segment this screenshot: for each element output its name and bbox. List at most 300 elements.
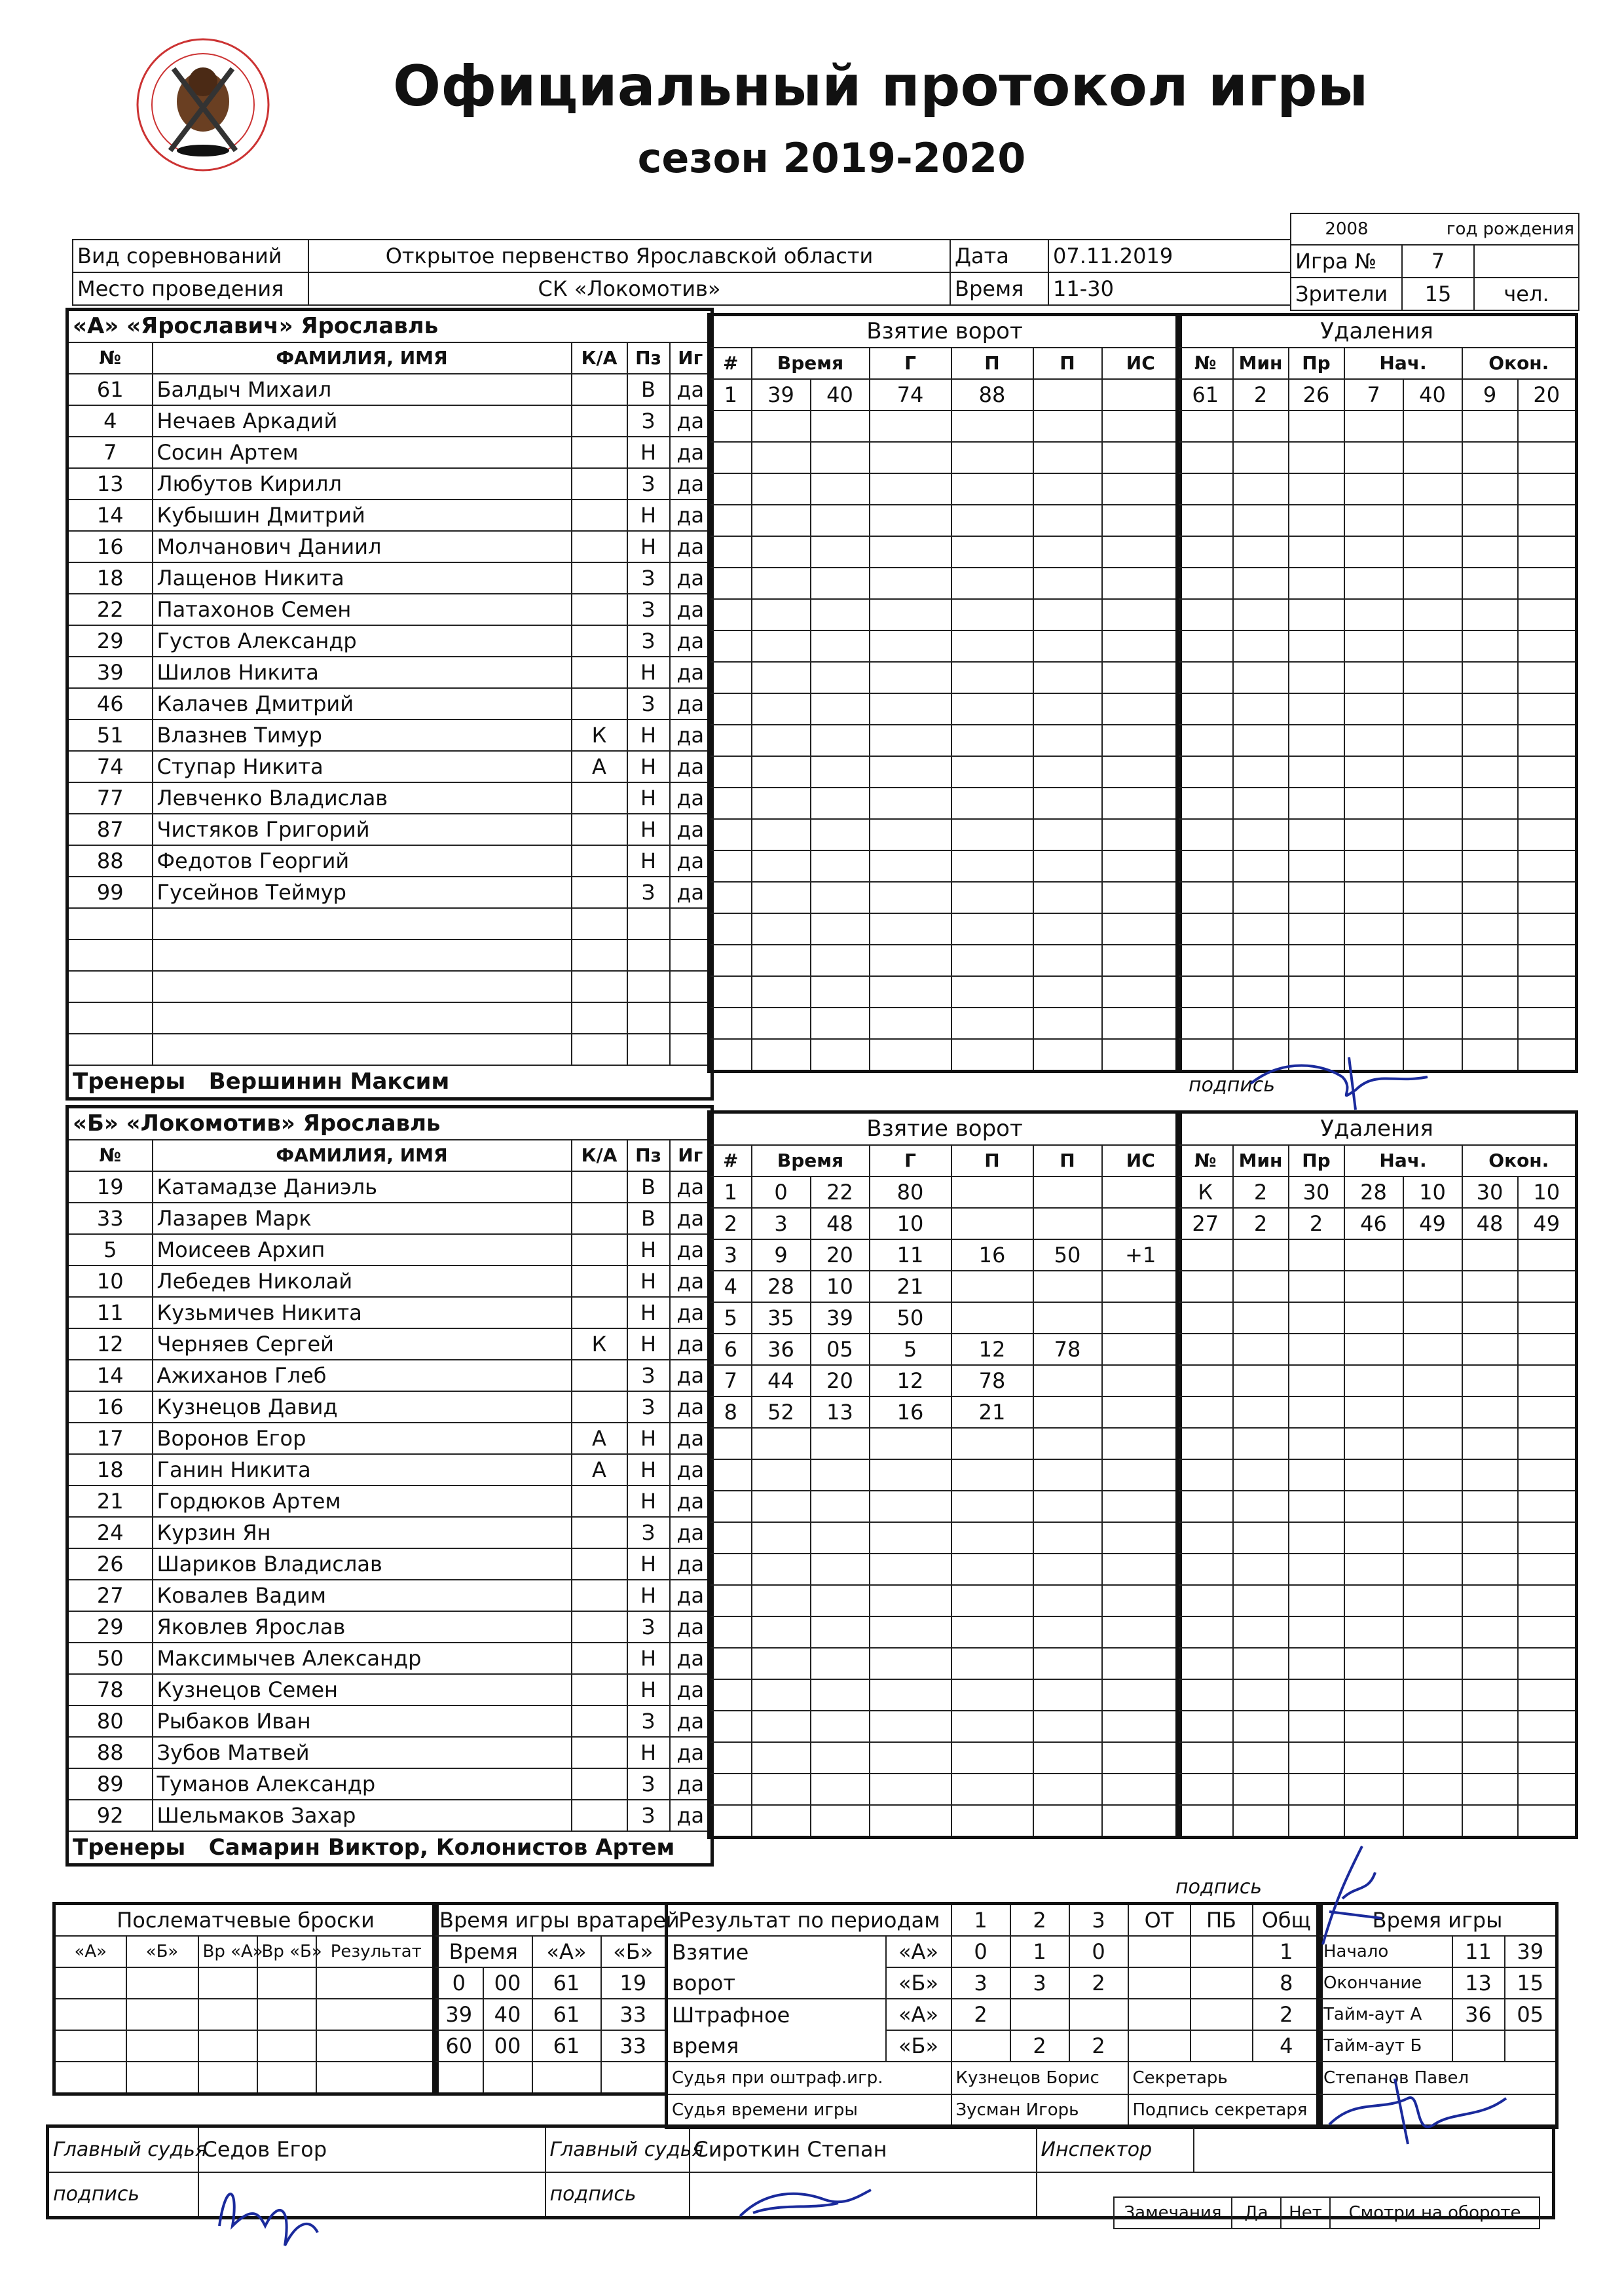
team-b-coaches-row: [67, 1831, 712, 1865]
player-played: да: [670, 1768, 712, 1800]
penalty-row: [1177, 379, 1577, 410]
goal-row: [709, 882, 1181, 913]
goal-row: [709, 976, 1181, 1008]
player-number: 92: [67, 1800, 153, 1831]
period-value: 1: [1253, 1936, 1321, 1967]
penalty-start-sec: 10: [1403, 1176, 1462, 1208]
goal-row: [709, 536, 1181, 568]
player-row: [67, 1203, 712, 1234]
player-position: Н: [627, 657, 670, 688]
player-row: [67, 405, 712, 437]
player-position: З: [627, 468, 670, 500]
player-row: [67, 1517, 712, 1548]
period-row-label: Взятие: [667, 1936, 886, 1967]
player-name: Ганин Никита: [153, 1454, 572, 1485]
penalty-row: [1177, 1302, 1577, 1334]
goal-second: 48: [811, 1208, 870, 1239]
player-number: 5: [67, 1234, 153, 1266]
period-value: 2: [1010, 2030, 1069, 2062]
penalty-row: [1177, 568, 1577, 599]
period-row: [667, 1936, 1321, 1967]
team-b-coaches: Самарин Виктор, Колонистов Артем: [208, 1834, 675, 1861]
goal-assist-1: 16: [951, 1239, 1033, 1271]
player-role: [572, 1800, 627, 1831]
remarks-table: [1113, 2196, 1540, 2229]
venue-label: Место проведения: [73, 272, 308, 305]
player-name: Калачев Дмитрий: [153, 688, 572, 720]
goal-row: [709, 1039, 1181, 1072]
col-min: Мин: [1233, 1145, 1289, 1176]
col-ka: К/А: [572, 342, 627, 374]
col-goal-time: Время: [752, 348, 870, 379]
goal-scorer: 80: [870, 1176, 951, 1208]
shootout-col-header: Вр «Б»: [257, 1936, 316, 1967]
player-position: З: [627, 1360, 670, 1391]
period-value: 2: [1069, 1967, 1128, 1999]
goal-row: [709, 410, 1181, 442]
goal-row: [709, 1208, 1181, 1239]
penalty-row: [1177, 1239, 1577, 1271]
col-name: ФАМИЛИЯ, ИМЯ: [153, 1140, 572, 1171]
penalty-row: [1177, 1176, 1577, 1208]
time-judge-value: Зусман Игорь: [951, 2094, 1128, 2127]
player-position: Н: [627, 720, 670, 751]
player-name: Яковлев Ярослав: [153, 1611, 572, 1643]
period-row-team: «Б»: [886, 2030, 951, 2062]
col-g: Г: [870, 1145, 951, 1176]
team-a-signature-label: подпись: [1189, 1074, 1275, 1097]
player-position: В: [627, 1203, 670, 1234]
penalty-row: [1177, 945, 1577, 976]
period-row-team: «Б»: [886, 1967, 951, 1999]
goal-situation: [1102, 1334, 1181, 1365]
player-number: 99: [67, 877, 153, 908]
goal-assist-2: 78: [1033, 1334, 1102, 1365]
penalty-row: [1177, 662, 1577, 693]
player-name: Катамадзе Даниэль: [153, 1171, 572, 1203]
goal-row: [709, 1648, 1181, 1679]
player-number: 18: [67, 562, 153, 594]
col-p1: П: [951, 1145, 1033, 1176]
period-value: 0: [951, 1936, 1010, 1967]
player-name: Черняев Сергей: [153, 1328, 572, 1360]
player-position: Н: [627, 1548, 670, 1580]
goalie-minute: 0: [434, 1967, 483, 1999]
period-value: [1128, 1936, 1190, 1967]
player-row: [67, 1234, 712, 1266]
player-played: да: [670, 782, 712, 814]
game-time-second: 05: [1505, 1999, 1557, 2030]
game-time-label: Начало: [1318, 1936, 1452, 1967]
player-name: Гордюков Артем: [153, 1485, 572, 1517]
chief-judge-2-sign-label: подпись: [545, 2172, 690, 2218]
period-value: [1128, 1999, 1190, 2030]
goalie-second: 00: [483, 1967, 532, 1999]
goalie-time-title: Время игры вратарей: [434, 1904, 667, 1937]
goal-row: [709, 568, 1181, 599]
penalty-row: [1177, 1679, 1577, 1711]
goal-row: [709, 1271, 1181, 1302]
goal-row: [709, 1679, 1181, 1711]
time-label: Время: [950, 272, 1048, 305]
goal-situation: [1102, 1365, 1181, 1396]
goalie-b: 33: [601, 2030, 667, 2062]
period-value: [1190, 1967, 1253, 1999]
player-name: Шельмаков Захар: [153, 1800, 572, 1831]
col-p2: П: [1033, 348, 1102, 379]
penalty-end-sec: 49: [1518, 1208, 1577, 1239]
goal-assist-2: [1033, 1271, 1102, 1302]
period-row-team: «А»: [886, 1999, 951, 2030]
player-number: 33: [67, 1203, 153, 1234]
player-role: [572, 657, 627, 688]
penalty-minutes: 2: [1233, 379, 1289, 410]
player-row: [67, 908, 712, 939]
goal-scorer: 12: [870, 1365, 951, 1396]
spectators-value: 15: [1402, 278, 1474, 310]
player-row: [67, 1391, 712, 1423]
penalty-row: [1177, 850, 1577, 882]
goal-minute: 44: [752, 1365, 811, 1396]
player-row: [67, 814, 712, 845]
goal-scorer: 5: [870, 1334, 951, 1365]
goalie-b: 19: [601, 1967, 667, 1999]
player-position: З: [627, 594, 670, 625]
goal-situation: [1102, 1396, 1181, 1428]
goal-number: 3: [709, 1239, 752, 1271]
goal-row: [709, 1522, 1181, 1554]
player-role: К: [572, 1328, 627, 1360]
player-name: Балдыч Михаил: [153, 374, 572, 405]
game-time-row: [1318, 1967, 1557, 1999]
player-role: [572, 405, 627, 437]
player-role: [572, 468, 627, 500]
penalty-reason: 26: [1289, 379, 1344, 410]
player-name: Левченко Владислав: [153, 782, 572, 814]
player-row: [67, 1611, 712, 1643]
player-played: да: [670, 1517, 712, 1548]
penalty-row: [1177, 1271, 1577, 1302]
player-role: А: [572, 1423, 627, 1454]
game-info-table: [1290, 213, 1579, 311]
goal-assist-2: [1033, 1365, 1102, 1396]
player-name: Лазарев Марк: [153, 1203, 572, 1234]
player-position: Н: [627, 1674, 670, 1705]
player-played: да: [670, 1454, 712, 1485]
goal-scorer: 21: [870, 1271, 951, 1302]
penalty-row: [1177, 1616, 1577, 1648]
player-played: да: [670, 500, 712, 531]
col-goal-time: Время: [752, 1145, 870, 1176]
player-played: да: [670, 1171, 712, 1203]
goal-scorer: 16: [870, 1396, 951, 1428]
penalty-reason: 2: [1289, 1208, 1344, 1239]
player-played: да: [670, 1800, 712, 1831]
col-is: ИС: [1102, 348, 1181, 379]
player-role: К: [572, 720, 627, 751]
season-subtitle: сезон 2019-2020: [637, 134, 1026, 182]
player-played: да: [670, 877, 712, 908]
player-played: да: [670, 1611, 712, 1643]
period-value: 1: [1010, 1936, 1069, 1967]
team-a-coaches-row: [67, 1065, 712, 1099]
player-role: [572, 1705, 627, 1737]
shootouts-table: [52, 1902, 439, 2096]
goal-row: [709, 630, 1181, 662]
player-number: 74: [67, 751, 153, 782]
player-position: Н: [627, 500, 670, 531]
player-position: Н: [627, 1234, 670, 1266]
player-role: [572, 1580, 627, 1611]
period-value: 0: [1069, 1936, 1128, 1967]
goal-row: [709, 1396, 1181, 1428]
player-position: З: [627, 1705, 670, 1737]
player-position: З: [627, 562, 670, 594]
player-row: [67, 877, 712, 908]
player-position: Н: [627, 1297, 670, 1328]
goalie-a: 61: [532, 1967, 601, 1999]
penalty-end-sec: 10: [1518, 1176, 1577, 1208]
player-position: Н: [627, 1454, 670, 1485]
federation-logo: [134, 36, 272, 173]
player-number: 24: [67, 1517, 153, 1548]
player-number: 89: [67, 1768, 153, 1800]
player-row: [67, 1705, 712, 1737]
player-position: Н: [627, 751, 670, 782]
goal-assist-2: 50: [1033, 1239, 1102, 1271]
player-role: [572, 814, 627, 845]
player-played: да: [670, 531, 712, 562]
player-played: да: [670, 1203, 712, 1234]
game-time-second: 15: [1505, 1967, 1557, 1999]
game-time-table: [1316, 1902, 1559, 2129]
team-b-roster: [65, 1105, 714, 1867]
game-no-label: Игра №: [1291, 245, 1402, 278]
col-pen-no: №: [1177, 348, 1233, 379]
chief-judge-2-label: Главный судья: [545, 2126, 690, 2172]
player-row: [67, 1297, 712, 1328]
player-row: [67, 1454, 712, 1485]
penalty-row: [1177, 819, 1577, 850]
player-number: 17: [67, 1423, 153, 1454]
goalie-time-table: [432, 1902, 680, 2096]
goal-second: 10: [811, 1271, 870, 1302]
player-row: [67, 845, 712, 877]
chief-judge-2-value: Сироткин Степан: [690, 2126, 1037, 2172]
player-role: [572, 1737, 627, 1768]
game-time-label: Окончание: [1318, 1967, 1452, 1999]
player-row: [67, 1423, 712, 1454]
goal-row: [709, 473, 1181, 505]
goal-assist-1: 21: [951, 1396, 1033, 1428]
birth-year-label: год рождения: [1402, 213, 1579, 245]
birth-year-value: 2008: [1291, 213, 1402, 245]
game-time-row: [1318, 1936, 1557, 1967]
remarks-see-back: Смотри на обороте: [1330, 2197, 1540, 2229]
col-ig: Иг: [670, 1140, 712, 1171]
player-role: [572, 1234, 627, 1266]
player-name: Кубышин Дмитрий: [153, 500, 572, 531]
col-name: ФАМИЛИЯ, ИМЯ: [153, 342, 572, 374]
goal-row: [709, 756, 1181, 788]
goal-row: [709, 1554, 1181, 1585]
goal-assist-1: [951, 1176, 1033, 1208]
penalty-row: [1177, 1428, 1577, 1459]
player-number: 29: [67, 625, 153, 657]
player-name: Воронов Егор: [153, 1423, 572, 1454]
player-played: да: [670, 1266, 712, 1297]
player-role: [572, 1548, 627, 1580]
player-position: Н: [627, 1266, 670, 1297]
player-role: [572, 1611, 627, 1643]
player-name: Кузнецов Давид: [153, 1391, 572, 1423]
player-role: [572, 1485, 627, 1517]
player-number: 51: [67, 720, 153, 751]
venue-value: СК «Локомотив»: [308, 272, 950, 305]
penalty-minutes: 2: [1233, 1208, 1289, 1239]
penalty-row: [1177, 1039, 1577, 1072]
player-played: да: [670, 1297, 712, 1328]
player-number: 26: [67, 1548, 153, 1580]
penalty-row: [1177, 473, 1577, 505]
time-value: 11-30: [1048, 272, 1291, 305]
player-name: Шилов Никита: [153, 657, 572, 688]
player-name: Лащенов Никита: [153, 562, 572, 594]
player-name: Туманов Александр: [153, 1768, 572, 1800]
player-position: З: [627, 1611, 670, 1643]
penalty-row: [1177, 756, 1577, 788]
player-role: [572, 500, 627, 531]
player-name: Зубов Матвей: [153, 1737, 572, 1768]
player-name: Лебедев Николай: [153, 1266, 572, 1297]
date-label: Дата: [950, 240, 1048, 272]
player-role: [572, 1171, 627, 1203]
goal-assist-2: [1033, 1302, 1102, 1334]
col-min: Мин: [1233, 348, 1289, 379]
period-value: [951, 2030, 1010, 2062]
player-number: 39: [67, 657, 153, 688]
player-played: да: [670, 1580, 712, 1611]
goal-assist-1: 78: [951, 1365, 1033, 1396]
goal-second: 20: [811, 1365, 870, 1396]
player-position: З: [627, 877, 670, 908]
secretary-sign-label: Подпись секретаря: [1128, 2094, 1321, 2127]
page-title: Официальный протокол игры: [393, 54, 1369, 119]
penalty-row: [1177, 788, 1577, 819]
goal-situation: [1102, 1208, 1181, 1239]
goal-row: [709, 693, 1181, 725]
player-name: Ступар Никита: [153, 751, 572, 782]
player-row: [67, 468, 712, 500]
player-number: 13: [67, 468, 153, 500]
goal-number: 4: [709, 1271, 752, 1302]
player-position: Н: [627, 1423, 670, 1454]
penalty-row: [1177, 1585, 1577, 1616]
player-row: [67, 1768, 712, 1800]
penalty-row: [1177, 725, 1577, 756]
period-row: [667, 1967, 1321, 1999]
goal-minute: 0: [752, 1176, 811, 1208]
player-name: Кузнецов Семен: [153, 1674, 572, 1705]
player-number: 29: [67, 1611, 153, 1643]
penalty-row: [1177, 1208, 1577, 1239]
penalty-start-sec: 40: [1403, 379, 1462, 410]
player-role: [572, 688, 627, 720]
player-name: Любутов Кирилл: [153, 468, 572, 500]
player-row: [67, 374, 712, 405]
competition-info-table: [72, 239, 1291, 306]
goal-row: [709, 1176, 1181, 1208]
player-row: [67, 625, 712, 657]
player-row: [67, 500, 712, 531]
goal-second: 40: [811, 379, 870, 410]
goal-row: [709, 1491, 1181, 1522]
goal-row: [709, 1711, 1181, 1742]
player-name: Молчанович Даниил: [153, 531, 572, 562]
shootout-col-header: «А»: [54, 1936, 126, 1967]
team-a-coaches: Вершинин Максим: [208, 1068, 450, 1095]
player-position: Н: [627, 1737, 670, 1768]
goal-minute: 35: [752, 1302, 811, 1334]
penalty-row: [1177, 882, 1577, 913]
goal-number: 2: [709, 1208, 752, 1239]
goal-number: 7: [709, 1365, 752, 1396]
goalie-col-b: «Б»: [601, 1936, 667, 1967]
player-row: [67, 594, 712, 625]
penalty-judge-value: Кузнецов Борис: [951, 2062, 1128, 2094]
player-played: да: [670, 845, 712, 877]
team-a-goals-title: Взятие ворот: [709, 315, 1181, 348]
goal-situation: [1102, 1302, 1181, 1334]
secretary-label: Секретарь: [1128, 2062, 1321, 2094]
goalie-col-a: «А»: [532, 1936, 601, 1967]
player-played: да: [670, 437, 712, 468]
player-row: [67, 1485, 712, 1517]
player-played: да: [670, 594, 712, 625]
penalty-row: [1177, 1459, 1577, 1491]
player-played: да: [670, 1705, 712, 1737]
player-position: З: [627, 405, 670, 437]
player-number: 18: [67, 1454, 153, 1485]
player-number: 4: [67, 405, 153, 437]
player-role: [572, 1203, 627, 1234]
player-row: [67, 782, 712, 814]
col-is: ИС: [1102, 1145, 1181, 1176]
goal-scorer: 74: [870, 379, 951, 410]
goal-second: 22: [811, 1176, 870, 1208]
player-name: Сосин Артем: [153, 437, 572, 468]
player-name: Курзин Ян: [153, 1517, 572, 1548]
penalty-row: [1177, 1711, 1577, 1742]
col-goal-no: #: [709, 1145, 752, 1176]
team-b-goals-table: [707, 1110, 1182, 1839]
player-number: 78: [67, 1674, 153, 1705]
player-number: 61: [67, 374, 153, 405]
goal-second: 20: [811, 1239, 870, 1271]
player-name: Шариков Владислав: [153, 1548, 572, 1580]
period-col-header: 3: [1069, 1904, 1128, 1937]
player-row: [67, 1171, 712, 1203]
player-number: 19: [67, 1171, 153, 1203]
period-row: [667, 2030, 1321, 2062]
col-pz: Пз: [627, 1140, 670, 1171]
player-position: Н: [627, 845, 670, 877]
player-row: [67, 939, 712, 971]
shootout-col-header: Результат: [316, 1936, 437, 1967]
goal-number: 8: [709, 1396, 752, 1428]
goal-assist-2: [1033, 1208, 1102, 1239]
col-start: Нач.: [1344, 348, 1462, 379]
